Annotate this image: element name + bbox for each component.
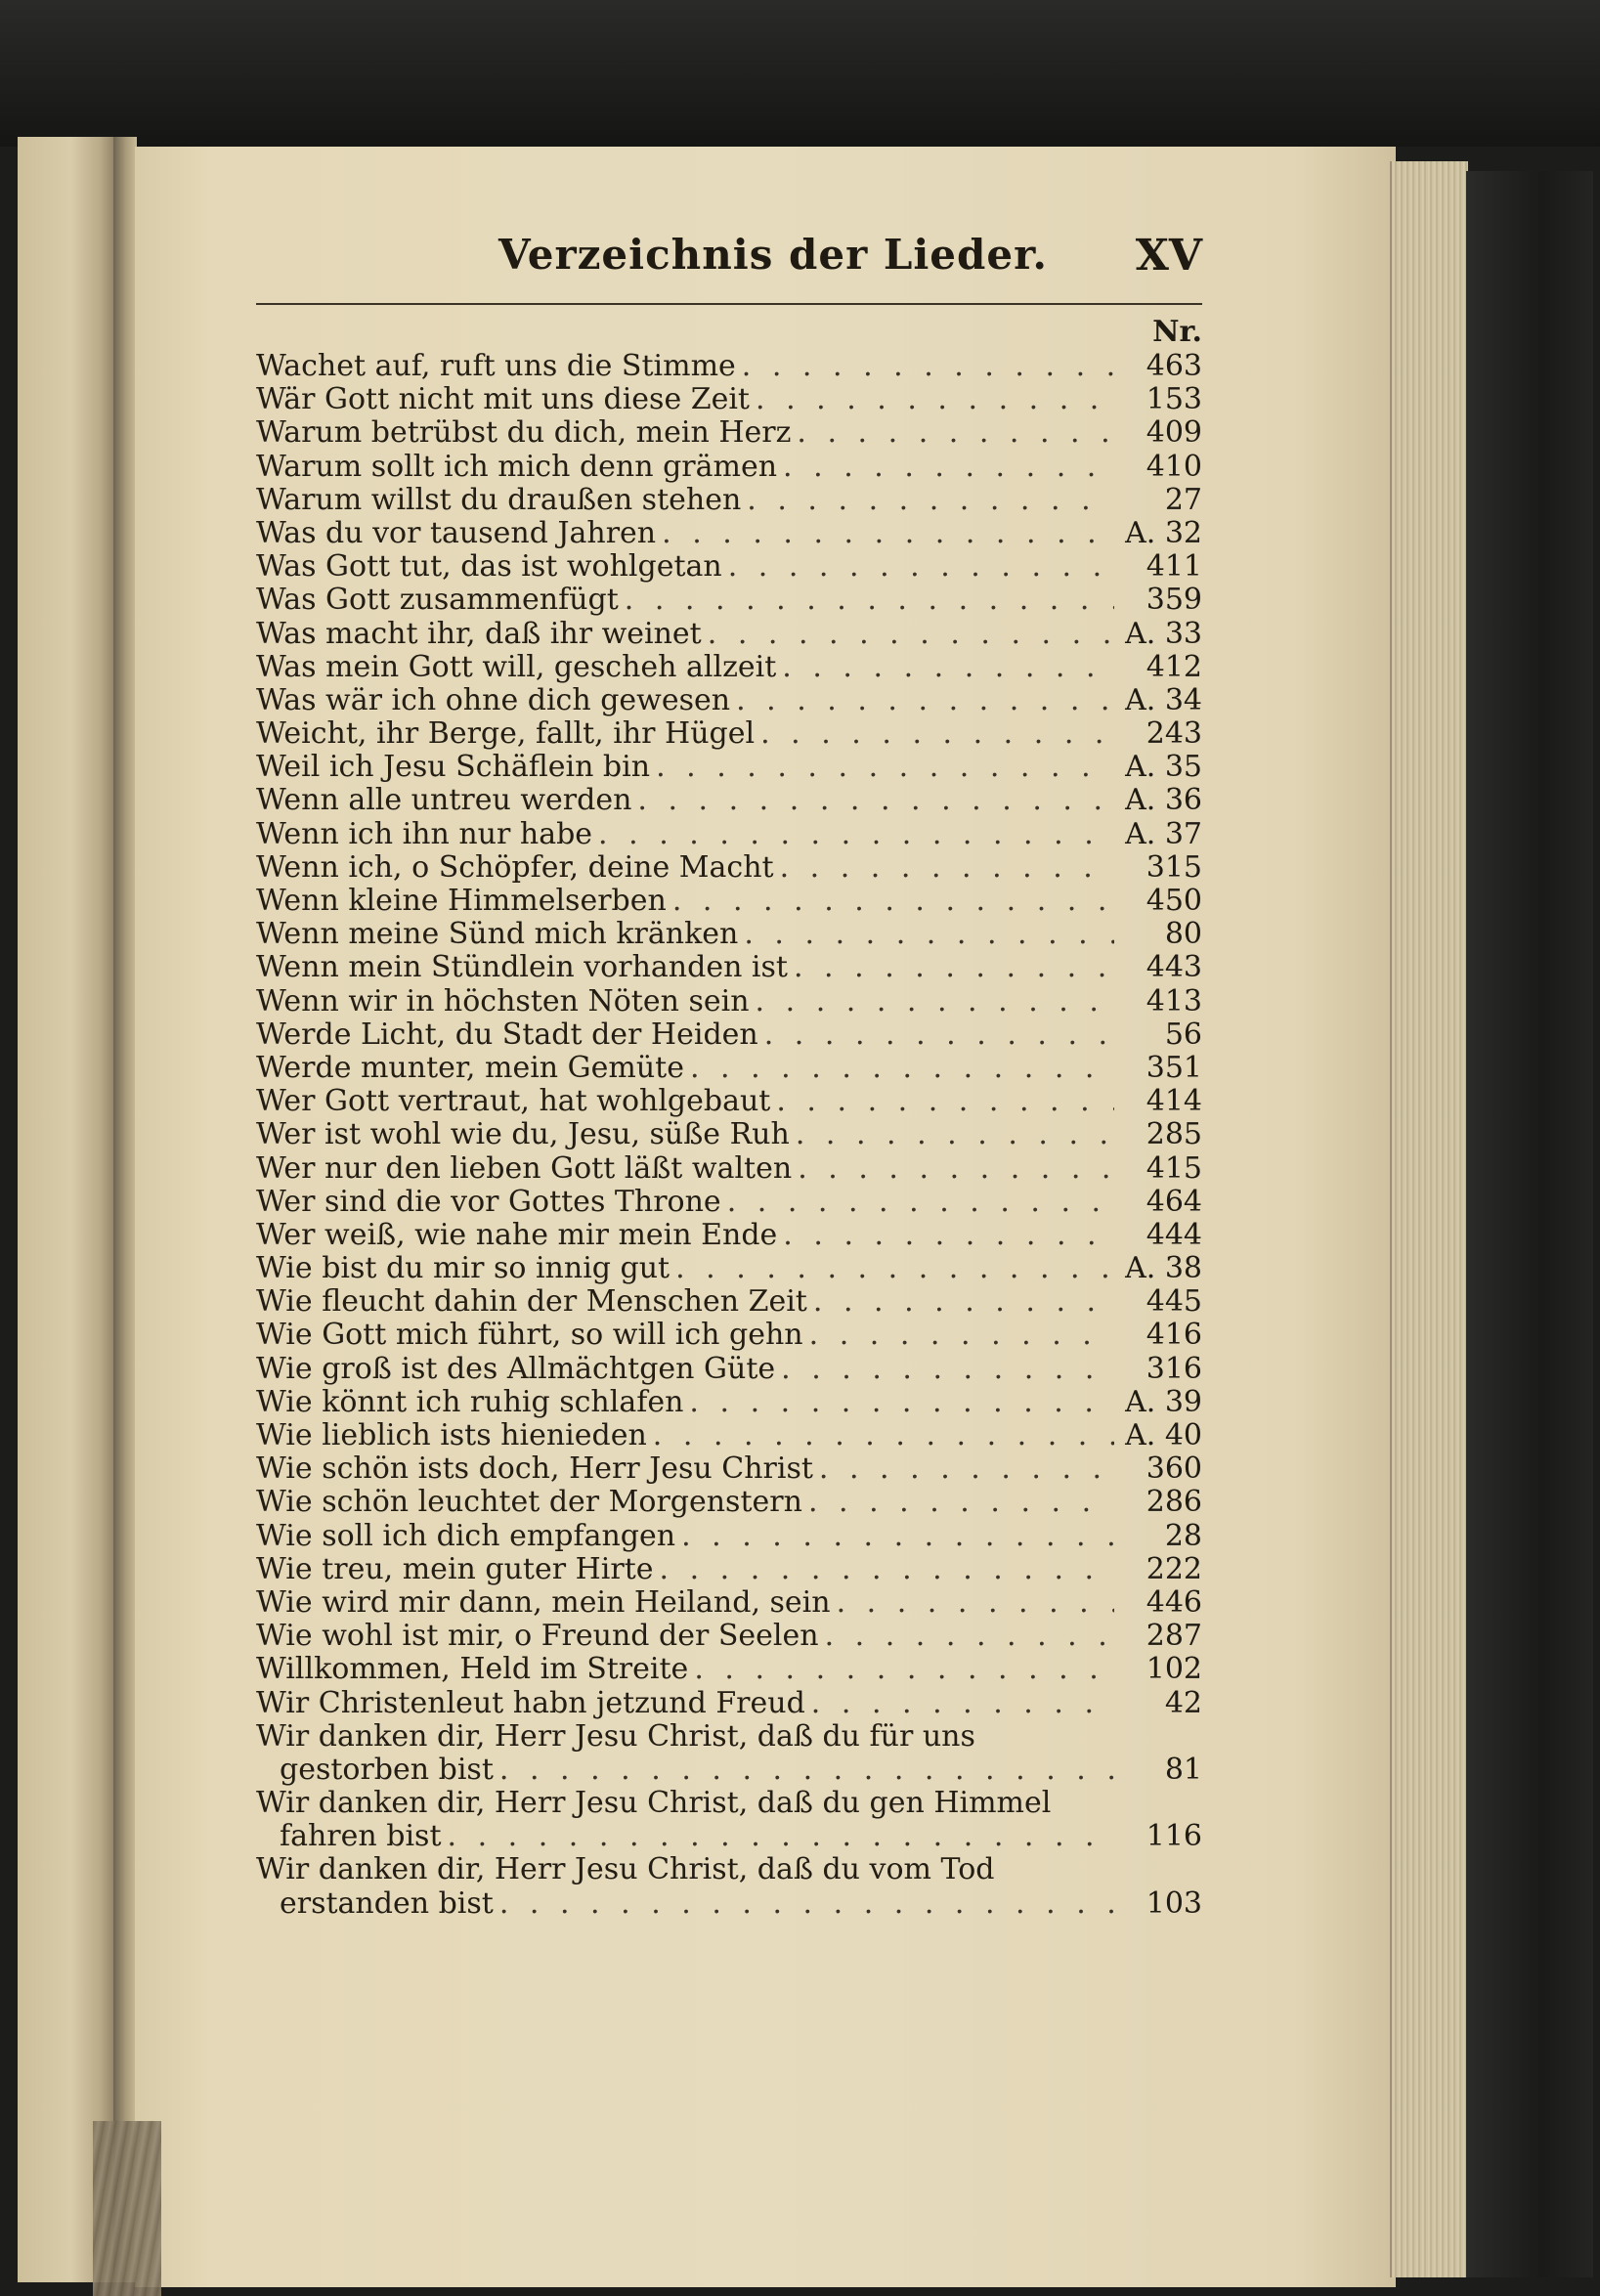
list-item	[256, 717, 1202, 751]
list-item	[256, 1586, 1202, 1620]
list-item	[256, 684, 1202, 717]
song-title: Warum willst du draußen stehen	[256, 482, 742, 517]
song-title: Wär Gott nicht mit uns diese Zeit	[256, 382, 750, 417]
dot-leader	[809, 1319, 1114, 1352]
song-title-line2-row	[256, 1820, 1202, 1853]
song-number: 359	[1146, 583, 1202, 618]
dot-leader	[811, 1687, 1114, 1720]
song-number: A. 32	[1125, 515, 1202, 550]
song-title: Werde Licht, du Stadt der Heiden	[256, 1017, 758, 1052]
song-title: Weil ich Jesu Schäflein bin	[256, 750, 651, 785]
dot-leader	[813, 1285, 1114, 1319]
dot-leader	[783, 1219, 1114, 1252]
list-item	[256, 1353, 1202, 1386]
song-title: Wie Gott mich führt, so will ich gehn	[256, 1318, 803, 1353]
list-item	[256, 1285, 1202, 1319]
dot-leader	[653, 1419, 1114, 1452]
song-number: 286	[1146, 1485, 1202, 1520]
song-title-line2: fahren bist	[280, 1819, 442, 1854]
dot-leader	[783, 451, 1114, 484]
dot-leader	[797, 416, 1114, 450]
dot-leader	[736, 684, 1114, 717]
song-title: Wie schön leuchtet der Morgenstern	[256, 1485, 802, 1520]
left-page-edge	[18, 137, 115, 2282]
song-title: Was macht ihr, daß ihr weinet	[256, 616, 702, 651]
dot-leader	[662, 517, 1114, 550]
song-number: 102	[1146, 1652, 1202, 1687]
list-item	[256, 1419, 1202, 1452]
song-title: Wer weiß, wie nahe mir mein Ende	[256, 1217, 778, 1252]
song-number: 103	[1146, 1885, 1202, 1921]
song-title: Wie schön ists doch, Herr Jesu Christ	[256, 1451, 813, 1487]
song-title: Wir Christenleut habn jetzund Freud	[256, 1685, 805, 1720]
song-number: 42	[1164, 1685, 1202, 1720]
song-number: 81	[1164, 1752, 1202, 1787]
list-item	[256, 885, 1202, 918]
list-item	[256, 851, 1202, 885]
song-title: Was mein Gott will, gescheh allzeit	[256, 649, 777, 684]
song-title-line2-row	[256, 1754, 1202, 1787]
list-item	[256, 517, 1202, 550]
song-number: A. 39	[1125, 1384, 1202, 1419]
list-item	[256, 784, 1202, 817]
dot-leader	[794, 951, 1114, 984]
song-title-line2: erstanden bist	[280, 1885, 494, 1921]
song-title: Wie lieblich ists hienieden	[256, 1418, 647, 1452]
song-title: Warum sollt ich mich denn grämen	[256, 449, 778, 484]
dot-leader	[708, 618, 1114, 651]
list-item	[256, 1252, 1202, 1285]
dot-leader	[660, 1553, 1114, 1586]
song-title: Wie treu, mein guter Hirte	[256, 1551, 654, 1586]
dot-leader	[690, 1052, 1114, 1085]
dot-leader	[448, 1820, 1114, 1853]
list-item	[256, 818, 1202, 851]
dot-leader	[780, 851, 1114, 885]
dot-leader	[742, 350, 1114, 383]
page-number: XV	[1135, 231, 1202, 281]
dot-leader	[499, 1754, 1114, 1787]
song-number: A. 40	[1125, 1418, 1202, 1452]
dot-leader	[681, 1520, 1114, 1553]
song-number: 222	[1146, 1551, 1202, 1586]
list-item	[256, 618, 1202, 651]
list-item	[256, 951, 1202, 984]
song-number: 80	[1164, 917, 1202, 952]
song-number: 287	[1146, 1619, 1202, 1654]
song-title: Wenn wir in höchsten Nöten sein	[256, 983, 750, 1018]
list-item	[256, 1118, 1202, 1151]
list-item	[256, 1853, 1202, 1920]
dot-leader	[744, 918, 1114, 951]
list-item	[256, 1486, 1202, 1519]
bookmark-ribbon	[93, 2121, 161, 2296]
song-number: 28	[1164, 1518, 1202, 1553]
list-item	[256, 1653, 1202, 1686]
dot-leader	[598, 818, 1114, 851]
song-number: 463	[1146, 349, 1202, 383]
song-title: Wie soll ich dich empfangen	[256, 1518, 676, 1553]
dot-leader	[796, 1118, 1114, 1151]
list-item	[256, 416, 1202, 450]
list-item	[256, 1085, 1202, 1118]
dot-leader	[776, 1085, 1114, 1118]
song-title: Wie könnt ich ruhig schlafen	[256, 1384, 684, 1419]
song-number: 316	[1146, 1351, 1202, 1386]
number-column-label: Nr.	[1152, 315, 1202, 349]
song-title: Was Gott zusammenfügt	[256, 583, 619, 618]
song-number: A. 34	[1125, 682, 1202, 717]
song-title: Wachet auf, ruft uns die Stimme	[256, 349, 736, 383]
song-number: 27	[1164, 482, 1202, 517]
song-number: 56	[1164, 1017, 1202, 1052]
dot-leader	[499, 1887, 1114, 1921]
dot-leader	[728, 550, 1114, 584]
list-item	[256, 1152, 1202, 1186]
song-number: 464	[1146, 1184, 1202, 1219]
dot-leader	[837, 1586, 1114, 1620]
list-item	[256, 1620, 1202, 1653]
song-number: 413	[1146, 983, 1202, 1018]
list-item	[256, 918, 1202, 951]
list-item	[256, 1018, 1202, 1052]
song-number: 411	[1146, 549, 1202, 585]
dot-leader	[756, 383, 1114, 416]
song-title: Wer nur den lieben Gott läßt walten	[256, 1150, 793, 1186]
dot-leader	[825, 1620, 1114, 1653]
book-gutter	[113, 137, 137, 2282]
list-item	[256, 751, 1202, 784]
dot-leader	[625, 584, 1114, 617]
song-title: Wenn alle untreu werden	[256, 783, 632, 818]
song-title: Wenn mein Stündlein vorhanden ist	[256, 950, 788, 985]
song-title: Wenn ich, o Schöpfer, deine Macht	[256, 849, 774, 885]
song-title: Wie wird mir dann, mein Heiland, sein	[256, 1584, 831, 1620]
song-title: Wer sind die vor Gottes Throne	[256, 1184, 721, 1219]
dot-leader	[808, 1486, 1114, 1519]
dot-leader	[689, 1386, 1114, 1419]
header-rule	[256, 303, 1202, 305]
song-title-line1: Wir danken dir, Herr Jesu Christ, daß du vom Tod	[256, 1852, 995, 1887]
song-number: 412	[1146, 649, 1202, 684]
song-title: Weicht, ihr Berge, fallt, ihr Hügel	[256, 716, 756, 752]
song-title: Wenn ich ihn nur habe	[256, 816, 593, 851]
song-title-line1: Wir danken dir, Herr Jesu Christ, daß du gen Himmel	[256, 1786, 1052, 1821]
dot-leader	[781, 1353, 1114, 1386]
page-block-edges	[1390, 161, 1468, 2277]
song-title: Was Gott tut, das ist wohlgetan	[256, 549, 722, 585]
song-title: Werde munter, mein Gemüte	[256, 1050, 684, 1085]
list-item	[256, 1520, 1202, 1553]
list-item	[256, 1319, 1202, 1352]
page-title: Verzeichnis der Lieder.	[498, 231, 1049, 279]
list-item	[256, 1553, 1202, 1586]
song-title: Was wär ich ohne dich gewesen	[256, 682, 731, 717]
song-title-line2: gestorben bist	[280, 1752, 494, 1787]
dot-leader	[656, 751, 1114, 784]
song-number: 360	[1146, 1451, 1202, 1487]
dot-leader	[694, 1653, 1114, 1686]
song-number: A. 37	[1125, 816, 1202, 851]
song-number: 243	[1146, 716, 1202, 752]
list-item	[256, 985, 1202, 1018]
list-item	[256, 350, 1202, 383]
list-item	[256, 451, 1202, 484]
song-number: A. 35	[1125, 750, 1202, 785]
list-item	[256, 1219, 1202, 1252]
song-title: Wenn meine Sünd mich kränken	[256, 917, 739, 952]
song-number: 315	[1146, 849, 1202, 885]
song-title: Wer ist wohl wie du, Jesu, süße Ruh	[256, 1117, 790, 1152]
song-title: Warum betrübst du dich, mein Herz	[256, 415, 792, 451]
book-spine	[1466, 171, 1593, 2277]
song-number: 116	[1146, 1819, 1202, 1854]
list-item	[256, 1687, 1202, 1720]
song-number: A. 38	[1125, 1251, 1202, 1286]
song-title: Wie fleucht dahin der Menschen Zeit	[256, 1284, 807, 1320]
song-index-list	[256, 350, 1202, 1921]
song-title: Was du vor tausend Jahren	[256, 515, 657, 550]
dot-leader	[756, 985, 1114, 1018]
song-number: 446	[1146, 1584, 1202, 1620]
song-number: 444	[1146, 1217, 1202, 1252]
book-cover-top	[0, 0, 1600, 147]
dot-leader	[672, 885, 1114, 918]
song-number: 445	[1146, 1284, 1202, 1320]
song-title: Wie groß ist des Allmächtgen Güte	[256, 1351, 776, 1386]
song-title: Wie wohl ist mir, o Freund der Seelen	[256, 1619, 819, 1654]
dot-leader	[747, 484, 1114, 517]
song-number: 409	[1146, 415, 1202, 451]
dot-leader	[782, 651, 1114, 684]
list-item	[256, 1386, 1202, 1419]
dot-leader	[637, 784, 1114, 817]
song-title-line1: Wir danken dir, Herr Jesu Christ, daß du für uns	[256, 1718, 975, 1754]
song-number: A. 33	[1125, 616, 1202, 651]
list-item	[256, 1452, 1202, 1486]
list-item	[256, 383, 1202, 416]
list-item	[256, 1720, 1202, 1787]
song-title: Wer Gott vertraut, hat wohlgebaut	[256, 1084, 771, 1119]
song-number: 415	[1146, 1150, 1202, 1186]
song-number: 450	[1146, 884, 1202, 918]
song-number: 351	[1146, 1050, 1202, 1085]
song-number: 153	[1146, 382, 1202, 417]
song-number: A. 36	[1125, 783, 1202, 818]
list-item	[256, 550, 1202, 584]
dot-leader	[675, 1252, 1114, 1285]
dot-leader	[760, 717, 1114, 751]
song-title: Wie bist du mir so innig gut	[256, 1251, 670, 1286]
list-item	[256, 584, 1202, 617]
page-header	[256, 227, 1202, 295]
song-number: 410	[1146, 449, 1202, 484]
song-number: 414	[1146, 1084, 1202, 1119]
song-number: 285	[1146, 1117, 1202, 1152]
list-item	[256, 484, 1202, 517]
list-item	[256, 1787, 1202, 1853]
song-number: 443	[1146, 950, 1202, 985]
list-item	[256, 1186, 1202, 1219]
list-item	[256, 651, 1202, 684]
song-number: 416	[1146, 1318, 1202, 1353]
dot-leader	[764, 1018, 1114, 1052]
dot-leader	[727, 1186, 1114, 1219]
song-title-line2-row	[256, 1887, 1202, 1921]
song-title: Wenn kleine Himmelserben	[256, 884, 667, 918]
dot-leader	[798, 1152, 1114, 1186]
list-item	[256, 1052, 1202, 1085]
song-title: Willkommen, Held im Streite	[256, 1652, 689, 1687]
dot-leader	[819, 1452, 1114, 1486]
